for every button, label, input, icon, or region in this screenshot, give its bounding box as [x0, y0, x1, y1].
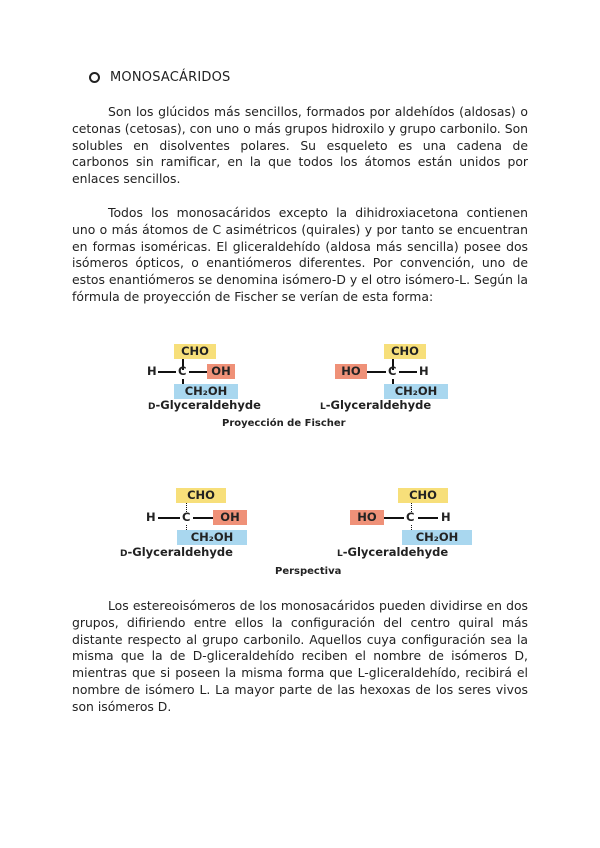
molecule-name: L-Glyceraldehyde	[337, 545, 449, 559]
carbon-atom: C	[388, 364, 397, 378]
ho-group: HO	[335, 364, 367, 379]
paragraph-intro: Son los glúcidos más sencillos, formados por aldehídos (aldosas) o cetonas (cetosas), con uno o más grupos hidroxilo y grupo carbonilo. Son solubles en disolventes polares. Su esqueleto es una cadena de carbonos sin ramificar, en la que todos los átomos están unidos por enlaces sencillos.	[72, 104, 528, 187]
bullet-icon	[89, 72, 100, 83]
hydrogen-atom: H	[147, 364, 157, 378]
ch2oh-group: CH₂OH	[384, 384, 448, 399]
section-title: MONOSACÁRIDOS	[110, 70, 231, 85]
bond	[158, 371, 176, 373]
bond	[193, 517, 213, 519]
molecule-name: L-Glyceraldehyde	[320, 398, 432, 412]
ho-group: HO	[350, 510, 384, 525]
oh-group: OH	[213, 510, 247, 525]
cho-group: CHO	[176, 488, 226, 503]
bond	[418, 517, 438, 519]
cho-group: CHO	[398, 488, 448, 503]
cho-group: CHO	[174, 344, 216, 359]
bond	[367, 371, 386, 373]
ch2oh-group: CH₂OH	[174, 384, 238, 399]
cho-group: CHO	[384, 344, 426, 359]
hydrogen-atom: H	[146, 510, 156, 524]
molecule-name: D-Glyceraldehyde	[120, 545, 233, 559]
bond	[399, 371, 417, 373]
bond	[384, 517, 404, 519]
carbon-atom: C	[406, 510, 415, 524]
bond	[189, 371, 207, 373]
paragraph-stereoisomers: Los estereoisómeros de los monosacáridos pueden dividirse en dos grupos, difiriendo entre ellos la configuración del centro quiral más distante respecto al grupo carbonilo. Aquellos cuya configuración sea la misma que la de D-gliceraldehído reciben el nombre de isómeros D, mientras que si poseen la misma forma que L-gliceraldehído, recibirá el nombre de isómero L. La mayor parte de las hexoxas de los seres vivos son isómeros D.	[72, 598, 528, 714]
hydrogen-atom: H	[441, 510, 451, 524]
carbon-atom: C	[178, 364, 187, 378]
oh-group: OH	[207, 364, 235, 379]
carbon-atom: C	[182, 510, 191, 524]
paragraph-isomers: Todos los monosacáridos excepto la dihidroxiacetona contienen uno o más átomos de C asimétricos (quirales) y por tanto se encuentran en formas isoméricas. El gliceraldehído (aldosa más sencilla) posee dos isómeros ópticos, o enantiómeros diferentes. Por convención, uno de estos enantiómeros se denomina isómero-D y el otro isómero-L. Según la fórmula de proyección de Fischer se verían de esta forma:	[72, 205, 528, 304]
caption-fischer: Proyección de Fischer	[222, 418, 346, 429]
ch2oh-group: CH₂OH	[177, 530, 247, 545]
ch2oh-group: CH₂OH	[402, 530, 472, 545]
hydrogen-atom: H	[419, 364, 429, 378]
molecule-name: D-Glyceraldehyde	[148, 398, 261, 412]
bond	[158, 517, 180, 519]
caption-perspective: Perspectiva	[275, 566, 342, 577]
section-heading	[89, 70, 231, 85]
